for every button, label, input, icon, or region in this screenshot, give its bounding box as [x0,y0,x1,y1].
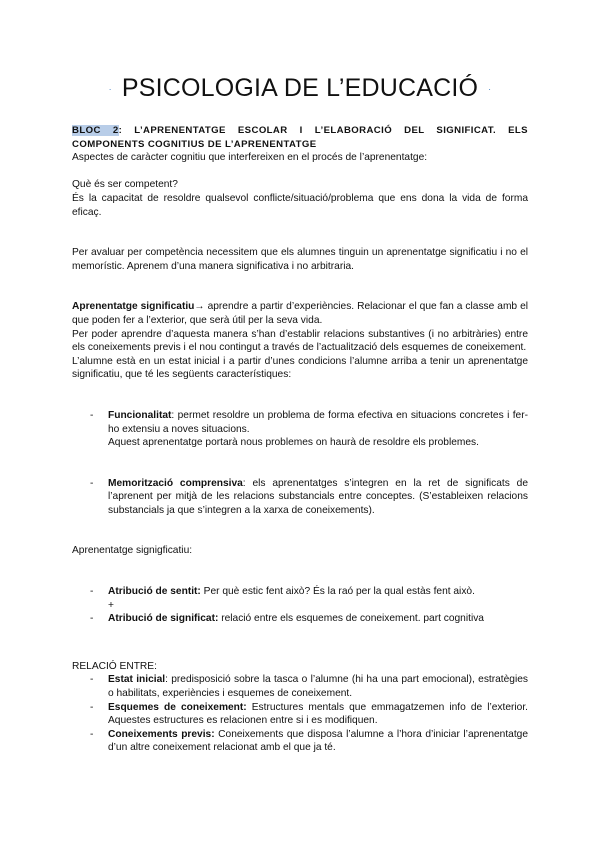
list-dash: - [90,728,94,740]
item-term: Esquemes de coneixement: [108,701,247,713]
list-item [72,477,528,518]
document-body [72,124,528,755]
bloc-label: BLOC 2 [72,125,119,136]
ap-sig-text: aprendre a partir d’experiències. Relacionar el que fan a classe amb el que poden fer a l’exterior, que serà útil per la seva vida. [72,301,529,326]
item-text: Per què estic fent això? És la raó per la qual estàs fent això. [200,586,475,598]
intro-text: Aspectes de caràcter cognitiu que interfereixen en el procés de l’aprenentatge: [72,152,428,164]
bloc-title: : L’APRENENTATGE ESCOLAR I L’ELABORACIÓ DEL SIGNIFICAT. ELS COMPONENTS COGNITIUS DE L’APRENENTATGE [72,125,528,150]
sig-label: Aprenentatge signigficatiu: [72,545,193,557]
relacio-list [72,673,528,755]
item-term: Coneixements previs: [108,728,215,740]
item-text: : permet resoldre un problema de forma efectiva en situacions concretes i fer-ho extensiu a noves situacions. [108,409,528,435]
title-text: PSICOLOGIA DE L’EDUCACIÓ [121,74,479,102]
list-item [72,673,528,700]
relacio-label: RELACIÓ ENTRE: [72,660,157,672]
estat-paragraph: L’alumne està en un estat inicial i a partir d’unes condicions l’alumne arriba a tenir un aprenentatge significatiu, que té les següents característiques: [72,355,528,381]
item-text: : predisposició sobre la tasca o l’alumne (hi ha una part emocional), estratègies o habilitats, experiències i esquemes de coneixement. [108,674,528,700]
sig-list-2 [72,612,528,626]
item-term: Funcionalitat [108,409,172,421]
avaluar-paragraph: Per avaluar per competència necessitem que els alumnes tinguin un aprenentatge significatiu i no el memorístic. Aprenem d’una manera significativa i no arbitraria. [72,247,528,272]
aprenentatge-significatiu-paragraph [72,300,528,327]
list-item [72,409,528,450]
title-dot-left: · [108,84,112,95]
list-dash: - [90,477,94,489]
characteristics-list [72,409,528,518]
list-item [72,728,528,755]
list-dash: - [90,701,94,713]
list-item [72,612,528,626]
item-text: Coneixements que disposa l’alumne a l’hora d’iniciar l’aprenentatge d’un altre coneixement relacionat amb el que ja té. [108,728,528,754]
item-text: relació entre els esquemes de coneixement. part cognitiva [218,613,484,625]
item-term: Atribució de significat: [108,613,219,625]
list-item [72,585,528,599]
arrow-glyph: → [194,301,205,313]
item-term: Memorització comprensiva [108,477,243,489]
item-term: Estat inicial [108,674,166,686]
plus-sign: + [108,599,114,611]
section-heading [72,124,528,151]
item-text: Estructures mentals que emmagatzemen info de l’exterior. Aquestes estructures es relacionen entre si i es modifiquen. [108,701,528,727]
ap-sig-term: Aprenentatge significatiu [72,301,195,313]
page-title [0,74,600,103]
list-item [72,701,528,728]
item-term: Atribució de sentit: [108,586,201,598]
item-text: : els aprenentatges s’integren en la ret de significats de l’aprenent per mitjà de les relacions substancials entre conceptes. (S’estableixen relacions substancials ja que s’integren a la xarxa de coneixements). [108,477,529,516]
title-dot-right: · [488,84,492,95]
relacions-paragraph: Per poder aprendre d’aquesta manera s’han d’establir relacions substantives (i no arbitràries) entre els coneixements previs i el nou contingut a través de l’actualització dels esquemes de coneixement. [72,328,528,354]
item-extra: Aquest aprenentatge portarà nous problemes on haurà de resoldre els problemes. [108,437,479,449]
sig-list [72,585,528,599]
list-dash: - [90,674,94,686]
competent-question: Què és ser competent? [72,179,178,191]
competent-answer: És la capacitat de resoldre qualsevol conflicte/situació/problema que ens dona la vida de forma eficaç. [72,192,528,218]
list-dash: - [90,613,94,625]
list-dash: - [90,409,94,421]
list-dash: - [90,586,94,598]
